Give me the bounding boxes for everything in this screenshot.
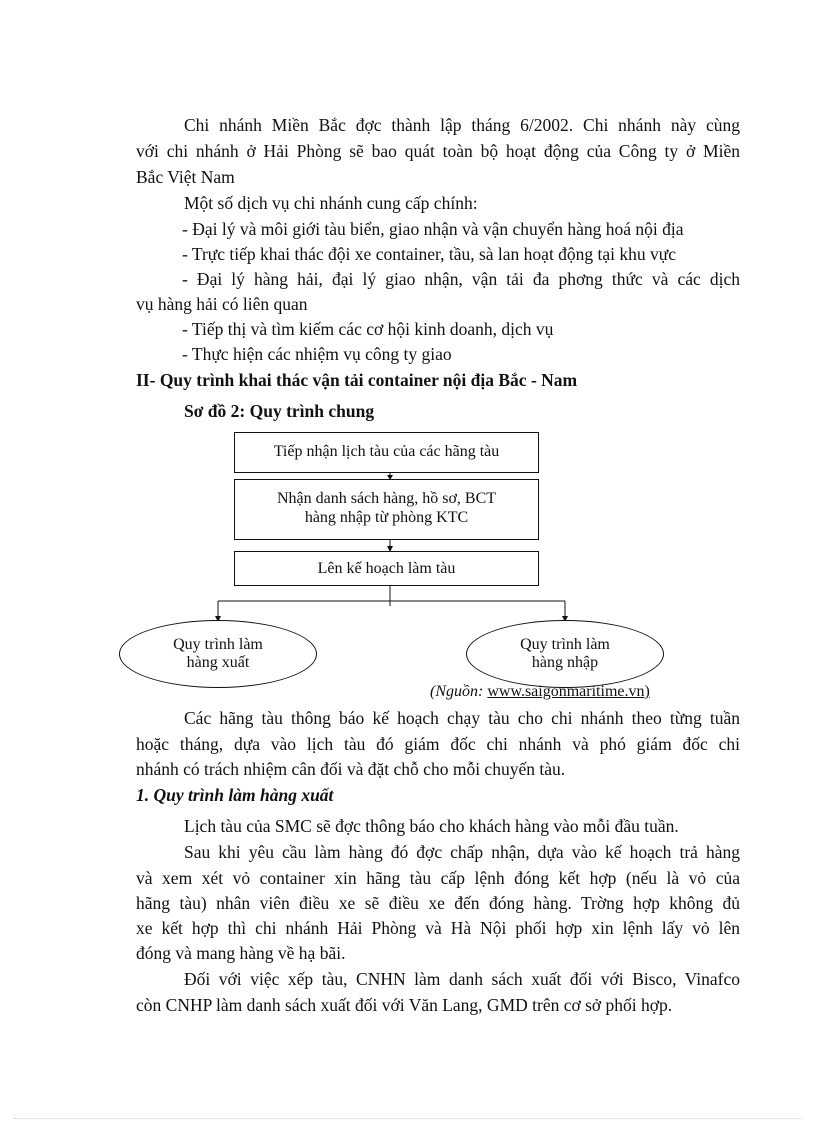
flow-box-label: hàng nhập từ phòng KTC — [304, 509, 469, 526]
paragraph-line: và xem xét vỏ container xin hãng tàu cấp lệnh đóng kết hợp (nếu là vỏ của — [136, 868, 740, 888]
flow-box-label: Lên kế hoạch làm tàu — [317, 560, 456, 577]
flow-ellipse-import — [466, 620, 664, 688]
paragraph-line: Lịch tàu của SMC sẽ đợc thông báo cho khách hàng vào mỗi đầu tuần. — [184, 816, 679, 836]
flow-ellipse-export — [119, 620, 317, 688]
ellipse-label: hàng xuất — [186, 654, 250, 671]
paragraph-line: Chi nhánh Miền Bắc đợc thành lập tháng 6/2002. Chi nhánh này cùng — [184, 115, 740, 135]
paragraph-line: Đối với việc xếp tàu, CNHN làm danh sách xuất đối với Bisco, Vinafco — [184, 969, 740, 989]
ellipse-label: Quy trình làm — [520, 636, 610, 653]
bullet-item-continuation: vụ hàng hải có liên quan — [136, 294, 308, 314]
paragraph-line: hãng tàu) nhân viên điều xe sẽ điều xe đến đóng hàng. Trờng hợp không đủ — [136, 893, 740, 913]
footer-divider — [14, 1118, 802, 1119]
paragraph-line: Bắc Việt Nam — [136, 167, 235, 187]
paragraph-line: đóng và mang hàng về hạ bãi. — [136, 943, 346, 963]
flow-box-receive-list — [234, 479, 539, 540]
paragraph-line: Sau khi yêu cầu làm hàng đó đợc chấp nhận, dựa vào kế hoạch trả hàng — [184, 842, 740, 862]
source-label: (Nguồn: — [430, 683, 484, 700]
flow-box-label: Tiếp nhận lịch tàu của các hãng tàu — [273, 443, 500, 460]
ellipse-label: hàng nhập — [531, 654, 599, 671]
paragraph-line: nhánh có trách nhiệm cân đối và đặt chỗ cho mỗi chuyến tàu. — [136, 759, 566, 779]
subsection-heading: 1. Quy trình làm hàng xuất — [136, 785, 334, 805]
diagram-source — [430, 682, 650, 702]
bullet-item: - Trực tiếp khai thác đội xe container, tầu, sà lan hoạt động tại khu vực — [182, 244, 677, 264]
flow-box-plan-ship — [234, 551, 539, 586]
paragraph-line: hoặc tháng, dựa vào lịch tàu đó giám đốc chi nhánh và phó giám đốc chi — [136, 734, 740, 754]
flow-box-receive-schedule — [234, 432, 539, 473]
bullet-item: - Đại lý hàng hải, đại lý giao nhận, vận tải đa phơng thức và các dịch — [182, 269, 740, 289]
paragraph-line: với chi nhánh ở Hải Phòng sẽ bao quát toàn bộ hoạt động của Công ty ở Miền — [136, 141, 740, 161]
ellipse-label: Quy trình làm — [173, 636, 263, 653]
section-heading: II- Quy trình khai thác vận tải container nội địa Bắc - Nam — [136, 370, 578, 390]
diagram-title: Sơ đồ 2: Quy trình chung — [184, 401, 375, 421]
paragraph-line: xe kết hợp thì chi nhánh Hải Phòng và Hà Nội phối hợp xin lệnh lấy vỏ lên — [136, 918, 740, 938]
paragraph-line: Các hãng tàu thông báo kế hoạch chạy tàu cho chi nhánh theo từng tuần — [184, 708, 740, 728]
bullet-item: - Thực hiện các nhiệm vụ công ty giao — [182, 344, 452, 364]
bullet-item: - Tiếp thị và tìm kiếm các cơ hội kinh doanh, dịch vụ — [182, 319, 554, 339]
source-link[interactable]: www.saigonmaritime.vn) — [487, 683, 650, 700]
bullet-item: - Đại lý và môi giới tàu biển, giao nhận và vận chuyển hàng hoá nội địa — [182, 219, 684, 239]
paragraph-line: còn CNHP làm danh sách xuất đối với Văn Lang, GMD trên cơ sở phối hợp. — [136, 995, 673, 1015]
flow-box-label: Nhận danh sách hàng, hồ sơ, BCT — [276, 490, 497, 507]
paragraph-line: Một số dịch vụ chi nhánh cung cấp chính: — [184, 193, 478, 213]
